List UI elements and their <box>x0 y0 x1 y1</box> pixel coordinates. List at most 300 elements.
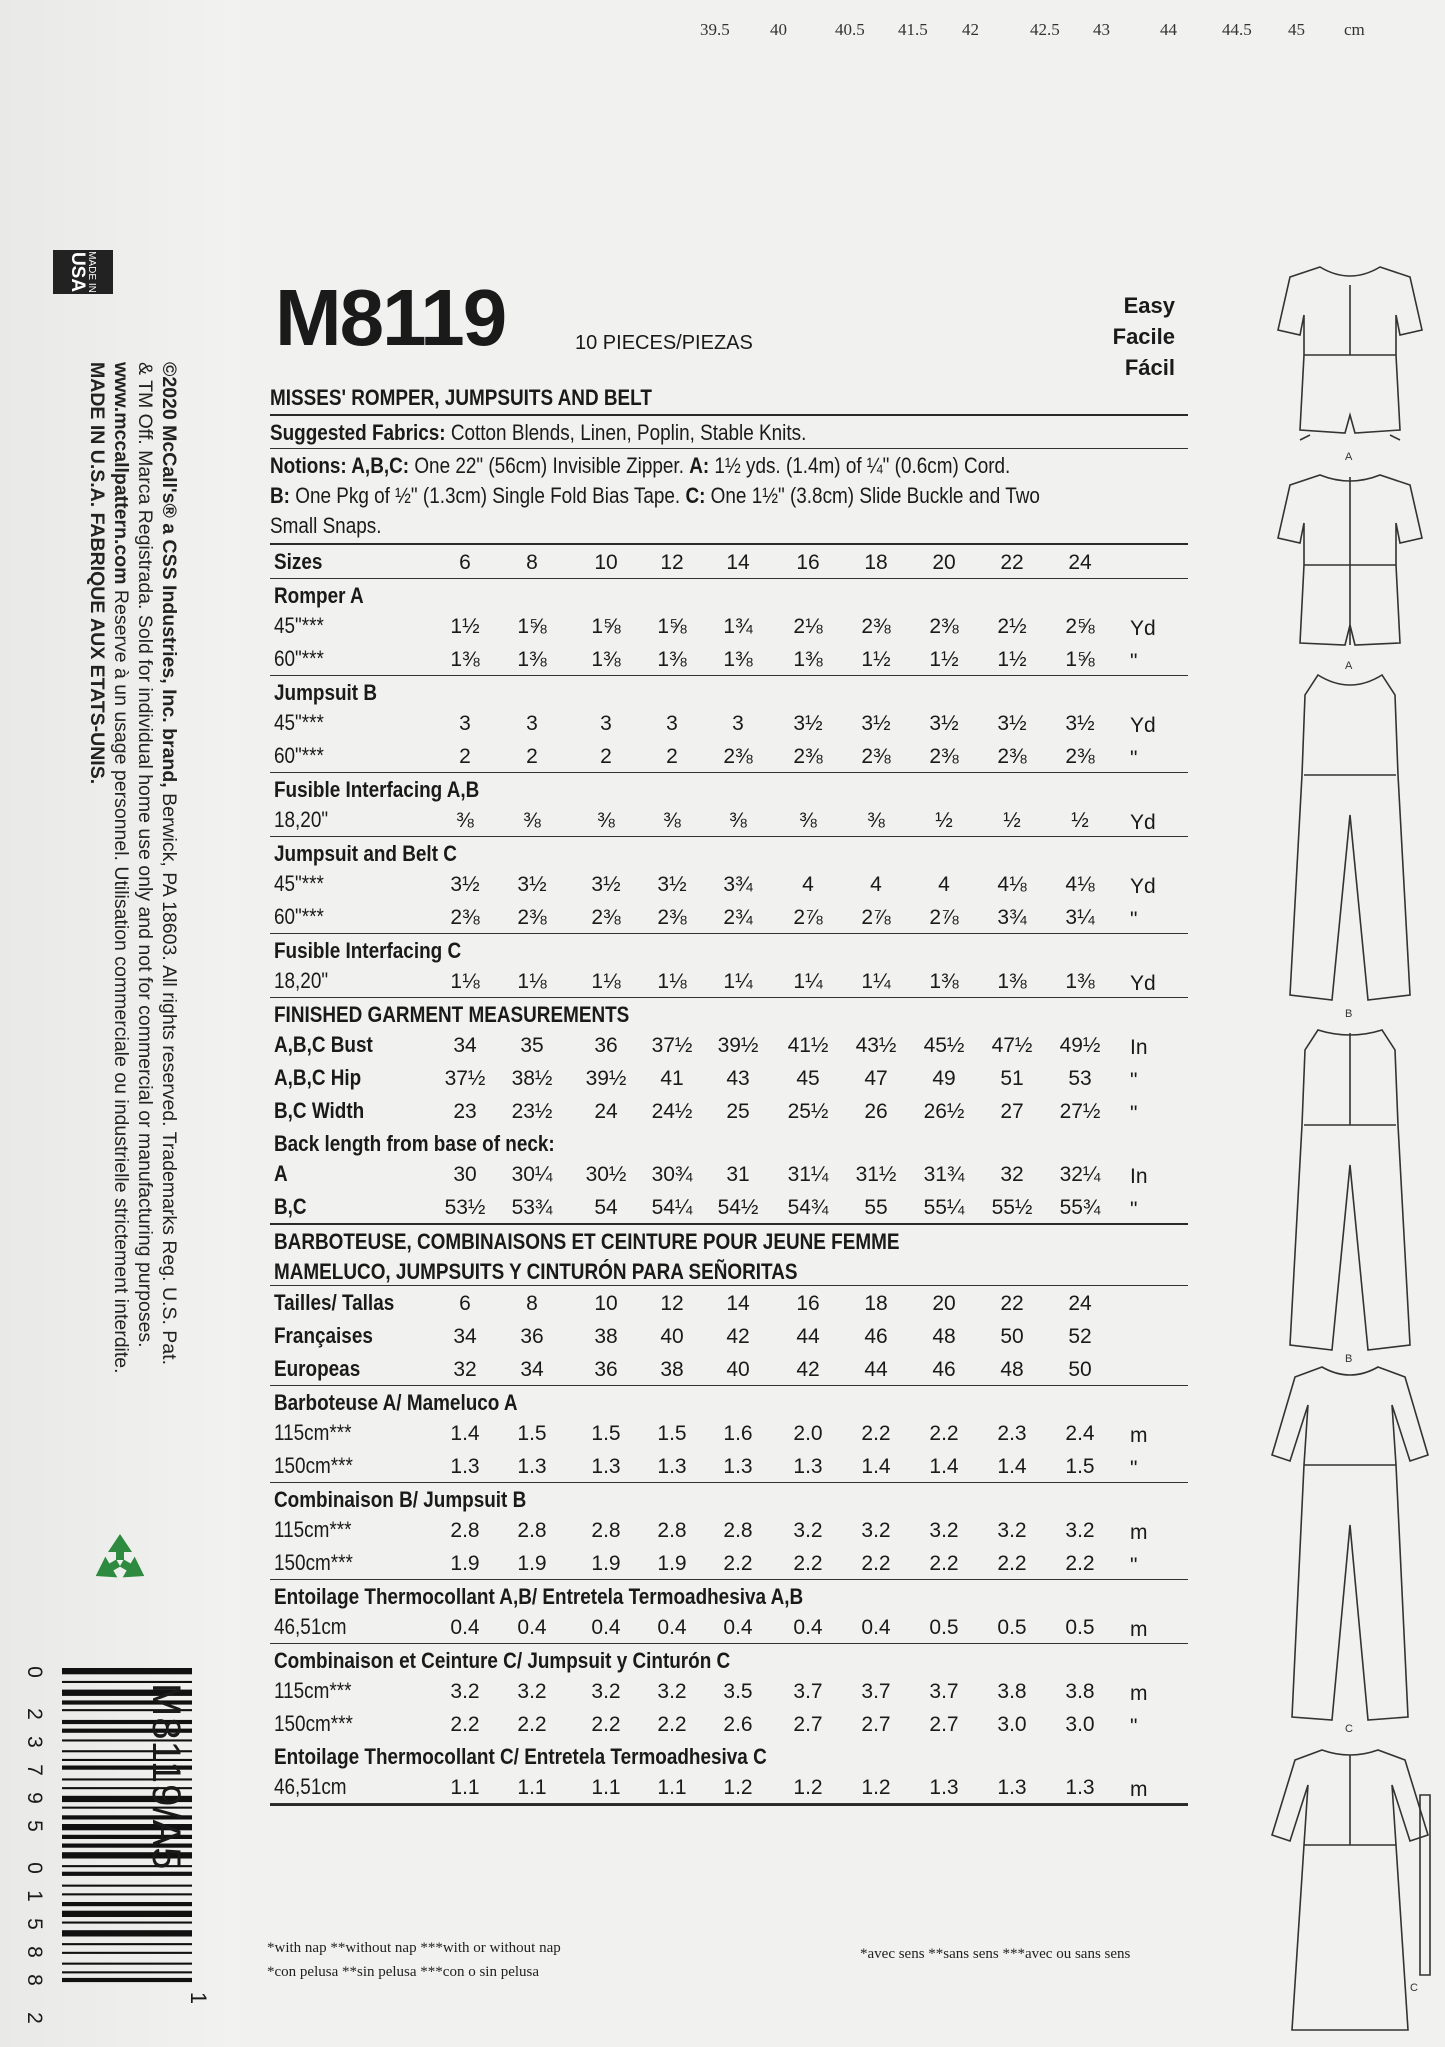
table-row <box>270 706 1188 739</box>
table-cell: 22 <box>1000 1292 1024 1315</box>
table-cell: 20 <box>932 551 956 574</box>
table-cell: 1⅜ <box>591 648 621 671</box>
metric-section-title <box>270 1580 1188 1610</box>
table-cell: 1½ <box>861 648 891 671</box>
upc-digit: 8 <box>23 1974 46 1986</box>
table-cell: 1.1 <box>591 1776 621 1799</box>
table-cell: 27½ <box>1059 1100 1101 1123</box>
table-row <box>270 1190 1188 1223</box>
table-cell: 6 <box>459 551 471 574</box>
table-cell: 1.2 <box>861 1776 891 1799</box>
table-cell: 3.2 <box>657 1680 687 1703</box>
sketch-label: A <box>1345 660 1353 672</box>
table-cell: 1⅝ <box>1065 648 1095 671</box>
table-cell: 3½ <box>929 712 959 735</box>
table-cell: 36 <box>594 1034 618 1057</box>
table-cell: 31¾ <box>923 1163 965 1186</box>
row-label: 150cm*** <box>274 1453 353 1478</box>
recycle-icon <box>88 1530 152 1594</box>
table-cell: 1.4 <box>450 1422 480 1445</box>
made-in-label: MADE IN <box>86 251 98 293</box>
table-cell: 2.7 <box>929 1713 959 1736</box>
copyright-block <box>85 362 181 1622</box>
table-cell: 1.5 <box>517 1422 547 1445</box>
ruler-tick-label: 39.5 <box>700 20 730 39</box>
copyright-line-2: & TM Off. Marca Registrada. Sold for individual home use only and not for commercial or manufacturing purposes. <box>134 362 156 1348</box>
table-cell: 3½ <box>793 712 823 735</box>
table-cell: 34 <box>520 1358 544 1381</box>
table-cell: 14 <box>726 1292 750 1315</box>
barcode-bar <box>62 1978 192 1982</box>
table-cell: 32¼ <box>1059 1163 1101 1186</box>
table-cell: 0.4 <box>591 1616 621 1639</box>
table-cell: 26 <box>864 1100 888 1123</box>
cm-ruler <box>700 20 1400 44</box>
row-label: B,C Width <box>274 1098 365 1123</box>
row-label: A,B,C Hip <box>274 1065 362 1090</box>
table-cell: 54½ <box>717 1196 759 1219</box>
barcode-bar <box>62 1911 192 1917</box>
imperial-section-title <box>270 676 1188 706</box>
table-cell: ⅜ <box>456 809 474 832</box>
table-row <box>270 1707 1188 1740</box>
upc-digit: 3 <box>23 1736 46 1748</box>
metric-section-title <box>270 1740 1188 1770</box>
table-cell: 1½ <box>997 648 1027 671</box>
table-cell: 3½ <box>997 712 1027 735</box>
table-cell: 2⅜ <box>861 745 891 768</box>
unit-label: m <box>1130 1424 1148 1447</box>
table-cell: 2⅜ <box>929 615 959 638</box>
table-cell: 41 <box>660 1067 684 1090</box>
unit-label: m <box>1130 1778 1148 1801</box>
unit-label: In <box>1130 1165 1148 1188</box>
table-cell: 3.7 <box>929 1680 959 1703</box>
table-cell: 3.7 <box>793 1680 823 1703</box>
table-cell: 2⅛ <box>793 615 823 638</box>
table-cell: 16 <box>796 551 820 574</box>
difficulty-es: Fácil <box>1124 355 1175 380</box>
copyright-line-1: ©2020 McCall's® a CSS Industries, Inc. brand, Berwick, PA 18603. All rights reserved. Trademarks Reg. U.S. Pat. <box>158 362 180 1365</box>
table-cell: 1.5 <box>591 1422 621 1445</box>
section-title: Romper A <box>274 583 364 608</box>
table-cell: 3.2 <box>591 1680 621 1703</box>
table-cell: 3.8 <box>997 1680 1027 1703</box>
table-cell: 2⅞ <box>861 906 891 929</box>
table-cell: 3½ <box>450 873 480 896</box>
ruler-tick-label: 43 <box>1093 20 1110 39</box>
table-cell: 2.7 <box>861 1713 891 1736</box>
table-cell: 2.3 <box>997 1422 1027 1445</box>
table-cell: 2.6 <box>723 1713 753 1736</box>
table-cell: 0.4 <box>450 1616 480 1639</box>
table-cell: 40 <box>660 1325 684 1348</box>
table-cell: 3½ <box>861 712 891 735</box>
section-title: Barboteuse A/ Mameluco A <box>274 1390 518 1415</box>
ruler-tick-label: 42.5 <box>1030 20 1060 39</box>
table-cell: 38 <box>594 1325 618 1348</box>
upc-digits <box>22 1660 52 2030</box>
table-row <box>270 739 1188 772</box>
table-cell: 46 <box>932 1358 956 1381</box>
row-label: 45"*** <box>274 710 324 735</box>
table-cell: 55¼ <box>923 1196 965 1219</box>
table-row <box>270 1513 1188 1546</box>
table-cell: 3.2 <box>793 1519 823 1542</box>
table-cell: 2.2 <box>723 1552 753 1575</box>
table-cell: 1⅝ <box>591 615 621 638</box>
table-cell: 37½ <box>651 1034 693 1057</box>
table-cell: 12 <box>660 1292 684 1315</box>
table-cell: 31½ <box>855 1163 897 1186</box>
table-cell: 51 <box>1000 1067 1024 1090</box>
table-cell: 31¼ <box>787 1163 829 1186</box>
row-label: 150cm*** <box>274 1550 353 1575</box>
suggested-fabrics: Suggested Fabrics: Cotton Blends, Linen, Poplin, Stable Knits. <box>270 420 807 445</box>
row-label: 45"*** <box>274 613 324 638</box>
row-label: Sizes <box>274 549 323 574</box>
table-cell: ⅜ <box>597 809 615 832</box>
technical-drawings <box>1260 255 1440 2045</box>
table-cell: 2.2 <box>861 1422 891 1445</box>
table-cell: 1⅜ <box>657 648 687 671</box>
table-cell: 14 <box>726 551 750 574</box>
table-cell: 1⅛ <box>450 970 480 993</box>
copyright-line-4: MADE IN U.S.A. FABRIQUE AUX ETATS-UNIS. <box>86 362 108 785</box>
table-row <box>270 642 1188 675</box>
table-cell: 10 <box>594 1292 618 1315</box>
table-cell: 54¼ <box>651 1196 693 1219</box>
section-title: BARBOTEUSE, COMBINAISONS ET CEINTURE POUR JEUNE FEMME <box>274 1229 900 1254</box>
unit-label: Yd <box>1130 714 1156 737</box>
imperial-section-title <box>270 773 1188 803</box>
upc-digit: 9 <box>23 1792 46 1804</box>
section-title: Fusible Interfacing C <box>274 938 462 963</box>
table-cell: 36 <box>594 1358 618 1381</box>
table-cell: 36 <box>520 1325 544 1348</box>
upc-digit: 7 <box>23 1764 46 1776</box>
unit-label: Yd <box>1130 617 1156 640</box>
table-cell: 0.4 <box>657 1616 687 1639</box>
sketch-label: C <box>1410 1982 1418 1994</box>
section-title: MAMELUCO, JUMPSUITS Y CINTURÓN PARA SEÑORITAS <box>274 1259 798 1284</box>
table-cell: 53½ <box>444 1196 486 1219</box>
table-cell: 2.2 <box>450 1713 480 1736</box>
table-cell: 25½ <box>787 1100 829 1123</box>
table-cell: 3 <box>600 712 612 735</box>
pattern-title: MISSES' ROMPER, JUMPSUITS AND BELT <box>270 385 652 410</box>
table-cell: 45 <box>796 1067 820 1090</box>
table-cell: 31 <box>726 1163 750 1186</box>
table-cell: 0.5 <box>929 1616 959 1639</box>
table-cell: 1⅛ <box>517 970 547 993</box>
table-cell: 8 <box>526 1292 538 1315</box>
table-cell: 1.4 <box>997 1455 1027 1478</box>
barcode-bar <box>62 1893 192 1895</box>
table-cell: 3½ <box>657 873 687 896</box>
table-cell: 2⅜ <box>997 745 1027 768</box>
table-cell: 43 <box>726 1067 750 1090</box>
unit-label: m <box>1130 1682 1148 1705</box>
table-cell: 1⅜ <box>1065 970 1095 993</box>
table-cell: 1.5 <box>1065 1455 1095 1478</box>
unit-label: Yd <box>1130 972 1156 995</box>
table-row <box>270 1546 1188 1579</box>
row-label: Tailles/ Tallas <box>274 1290 395 1315</box>
barcode-bar <box>62 1922 192 1924</box>
table-cell: 2⅜ <box>517 906 547 929</box>
table-cell: ⅜ <box>729 809 747 832</box>
table-cell: 23 <box>453 1100 477 1123</box>
footnote-fr: *avec sens **sans sens ***avec ou sans sens <box>860 1946 1131 1962</box>
table-cell: 2.2 <box>591 1713 621 1736</box>
footnote-es: *con pelusa **sin pelusa ***con o sin pelusa <box>267 1964 540 1980</box>
table-cell: 3 <box>459 712 471 735</box>
table-cell: 2.2 <box>793 1552 823 1575</box>
table-row <box>270 1028 1188 1061</box>
yardage-chart <box>270 382 1188 1806</box>
table-row <box>270 867 1188 900</box>
table-cell: 2 <box>666 745 678 768</box>
table-cell: 3½ <box>591 873 621 896</box>
table-cell: 2⅜ <box>1065 745 1095 768</box>
barcode-number: 1 <box>186 1991 212 2005</box>
table-cell: 2⅜ <box>861 615 891 638</box>
barcode-bar <box>62 1963 192 1965</box>
table-cell: 30 <box>453 1163 477 1186</box>
barcode-bar <box>62 1668 192 1674</box>
unit-label: m <box>1130 1521 1148 1544</box>
table-cell: 6 <box>459 1292 471 1315</box>
table-cell: 2⅜ <box>929 745 959 768</box>
table-cell: 3.2 <box>997 1519 1027 1542</box>
table-row <box>270 1094 1188 1127</box>
table-cell: 1.3 <box>723 1455 753 1478</box>
table-cell: 1¼ <box>723 970 753 993</box>
yardage-table-body <box>270 545 1188 1806</box>
table-cell: 1⅜ <box>793 648 823 671</box>
barcode-bar <box>62 1952 192 1954</box>
row-label: 115cm*** <box>274 1420 352 1445</box>
table-cell: ½ <box>1003 809 1021 832</box>
back-length-title <box>270 1127 1188 1157</box>
table-cell: 3 <box>732 712 744 735</box>
table-cell: 52 <box>1068 1325 1092 1348</box>
table-cell: 2.4 <box>1065 1422 1095 1445</box>
table-cell: 2.0 <box>793 1422 823 1445</box>
imperial-section-title <box>270 934 1188 964</box>
table-cell: 1.3 <box>1065 1776 1095 1799</box>
sketch-label: B <box>1345 1353 1353 1365</box>
section-title: Combinaison B/ Jumpsuit B <box>274 1487 527 1512</box>
table-cell: 2⅜ <box>450 906 480 929</box>
table-cell: 2.8 <box>450 1519 480 1542</box>
table-cell: 1.1 <box>450 1776 480 1799</box>
table-cell: 2⅜ <box>591 906 621 929</box>
table-cell: 1.3 <box>657 1455 687 1478</box>
table-cell: 1.3 <box>517 1455 547 1478</box>
barcode-bar <box>62 1930 192 1936</box>
table-cell: 1.9 <box>657 1552 687 1575</box>
table-row <box>270 1610 1188 1643</box>
barcode-graphic <box>22 1660 232 2040</box>
table-cell: 1.2 <box>723 1776 753 1799</box>
table-cell: 0.5 <box>997 1616 1027 1639</box>
table-cell: 1.5 <box>657 1422 687 1445</box>
table-cell: 47½ <box>991 1034 1033 1057</box>
table-row <box>270 964 1188 997</box>
table-cell: 3.7 <box>861 1680 891 1703</box>
upc-digit: 0 <box>23 1862 46 1874</box>
table-cell: 48 <box>1000 1358 1024 1381</box>
table-row <box>270 1449 1188 1482</box>
table-cell: 3 <box>666 712 678 735</box>
upc-digit: 0 <box>23 1666 46 1678</box>
ruler-tick-label: 45 <box>1288 20 1305 39</box>
pattern-number: M8119 <box>275 273 506 362</box>
copyright-line-3: www.mccallpattern.com Reserve à un usage personnel. Utilisation commerciale ou industrielle strictement interdite. <box>110 362 132 1374</box>
table-cell: 3¾ <box>997 906 1027 929</box>
unit-label: " <box>1130 1102 1138 1125</box>
table-cell: 1.3 <box>793 1455 823 1478</box>
table-cell: 3¾ <box>723 873 753 896</box>
table-cell: 2.7 <box>793 1713 823 1736</box>
upc-digit: 2 <box>23 2012 46 2024</box>
row-label: 115cm*** <box>274 1678 352 1703</box>
metric-section-title <box>270 1644 1188 1674</box>
row-label: Françaises <box>274 1323 373 1348</box>
row-label: 18,20" <box>274 807 329 832</box>
upc-digit: 1 <box>23 1890 46 1902</box>
table-cell: 53 <box>1068 1067 1092 1090</box>
table-cell: 3½ <box>1065 712 1095 735</box>
size-row <box>270 1352 1188 1385</box>
table-cell: 2.2 <box>929 1422 959 1445</box>
unit-label: Yd <box>1130 811 1156 834</box>
table-cell: 2⅜ <box>793 745 823 768</box>
table-cell: 50 <box>1068 1358 1092 1381</box>
table-cell: 3.2 <box>929 1519 959 1542</box>
table-cell: 2.2 <box>861 1552 891 1575</box>
unit-label: " <box>1130 1554 1138 1577</box>
upc-digit: 2 <box>23 1708 46 1720</box>
table-cell: 3.2 <box>450 1680 480 1703</box>
barcode-bar <box>62 1971 192 1973</box>
table-cell: 27 <box>1000 1100 1024 1123</box>
table-row <box>270 1157 1188 1190</box>
table-cell: 3.2 <box>1065 1519 1095 1542</box>
table-cell: 10 <box>594 551 618 574</box>
table-cell: 30¾ <box>651 1163 693 1186</box>
table-cell: 2.8 <box>517 1519 547 1542</box>
table-cell: 1¼ <box>793 970 823 993</box>
row-label: A <box>274 1161 288 1186</box>
section-title: Entoilage Thermocollant A,B/ Entretela Termoadhesiva A,B <box>274 1584 804 1609</box>
table-cell: 40 <box>726 1358 750 1381</box>
table-cell: 18 <box>864 551 888 574</box>
section-title: Entoilage Thermocollant C/ Entretela Termoadhesiva C <box>274 1744 767 1769</box>
table-row <box>270 1061 1188 1094</box>
table-cell: 35 <box>520 1034 544 1057</box>
table-cell: 38 <box>660 1358 684 1381</box>
table-cell: 1½ <box>450 615 480 638</box>
row-label: Europeas <box>274 1356 361 1381</box>
translated-title <box>270 1225 1188 1255</box>
table-cell: 30¼ <box>511 1163 553 1186</box>
table-cell: 2.2 <box>517 1713 547 1736</box>
ruler-tick-label: 41.5 <box>898 20 928 39</box>
table-cell: 2.2 <box>929 1552 959 1575</box>
table-row <box>270 1770 1188 1803</box>
table-cell: 1¼ <box>861 970 891 993</box>
pieces-count: 10 PIECES/PIEZAS <box>575 332 753 354</box>
table-cell: 22 <box>1000 551 1024 574</box>
table-cell: 18 <box>864 1292 888 1315</box>
table-cell: 1⅛ <box>591 970 621 993</box>
table-row <box>270 1416 1188 1449</box>
translated-title <box>270 1255 1188 1285</box>
table-cell: 1.3 <box>450 1455 480 1478</box>
unit-label: " <box>1130 908 1138 931</box>
imperial-section-title <box>270 579 1188 609</box>
table-cell: 2⅜ <box>657 906 687 929</box>
row-label: 18,20" <box>274 968 329 993</box>
section-title: Fusible Interfacing A,B <box>274 777 480 802</box>
table-cell: 2.8 <box>591 1519 621 1542</box>
row-label: 46,51cm <box>274 1614 347 1639</box>
table-cell: 3 <box>526 712 538 735</box>
table-cell: 25 <box>726 1100 750 1123</box>
table-cell: ½ <box>935 809 953 832</box>
table-cell: 0.4 <box>861 1616 891 1639</box>
table-cell: 0.4 <box>517 1616 547 1639</box>
table-cell: 47 <box>864 1067 888 1090</box>
table-cell: 39½ <box>717 1034 759 1057</box>
table-cell: 34 <box>453 1325 477 1348</box>
table-cell: 1.3 <box>997 1776 1027 1799</box>
table-cell: 2 <box>600 745 612 768</box>
table-cell: 3.2 <box>861 1519 891 1542</box>
unit-label: " <box>1130 1069 1138 1092</box>
table-cell: 1.6 <box>723 1422 753 1445</box>
table-cell: 2 <box>459 745 471 768</box>
difficulty-fr: Facile <box>1112 324 1175 349</box>
table-cell: 54¾ <box>787 1196 829 1219</box>
row-label: 60"*** <box>274 904 324 929</box>
table-row <box>270 609 1188 642</box>
upc-digit: 5 <box>23 1820 46 1832</box>
metric-section-title <box>270 1483 1188 1513</box>
table-cell: 3.8 <box>1065 1680 1095 1703</box>
section-title: Jumpsuit B <box>274 680 378 705</box>
size-row <box>270 1286 1188 1319</box>
row-label: 46,51cm <box>274 1774 347 1799</box>
table-cell: 2⅞ <box>793 906 823 929</box>
table-cell: 43½ <box>855 1034 897 1057</box>
table-cell: 37½ <box>444 1067 486 1090</box>
table-cell: 1.1 <box>517 1776 547 1799</box>
table-cell: 41½ <box>787 1034 829 1057</box>
table-cell: 4⅛ <box>997 873 1027 896</box>
table-cell: 2.2 <box>1065 1552 1095 1575</box>
row-label: 45"*** <box>274 871 324 896</box>
ruler-tick-label: 40.5 <box>835 20 865 39</box>
table-cell: 1¾ <box>723 615 753 638</box>
section-title: Combinaison et Ceinture C/ Jumpsuit y Cinturón C <box>274 1648 731 1673</box>
table-cell: 1.4 <box>861 1455 891 1478</box>
table-cell: 23½ <box>511 1100 553 1123</box>
table-cell: 53¾ <box>511 1196 553 1219</box>
